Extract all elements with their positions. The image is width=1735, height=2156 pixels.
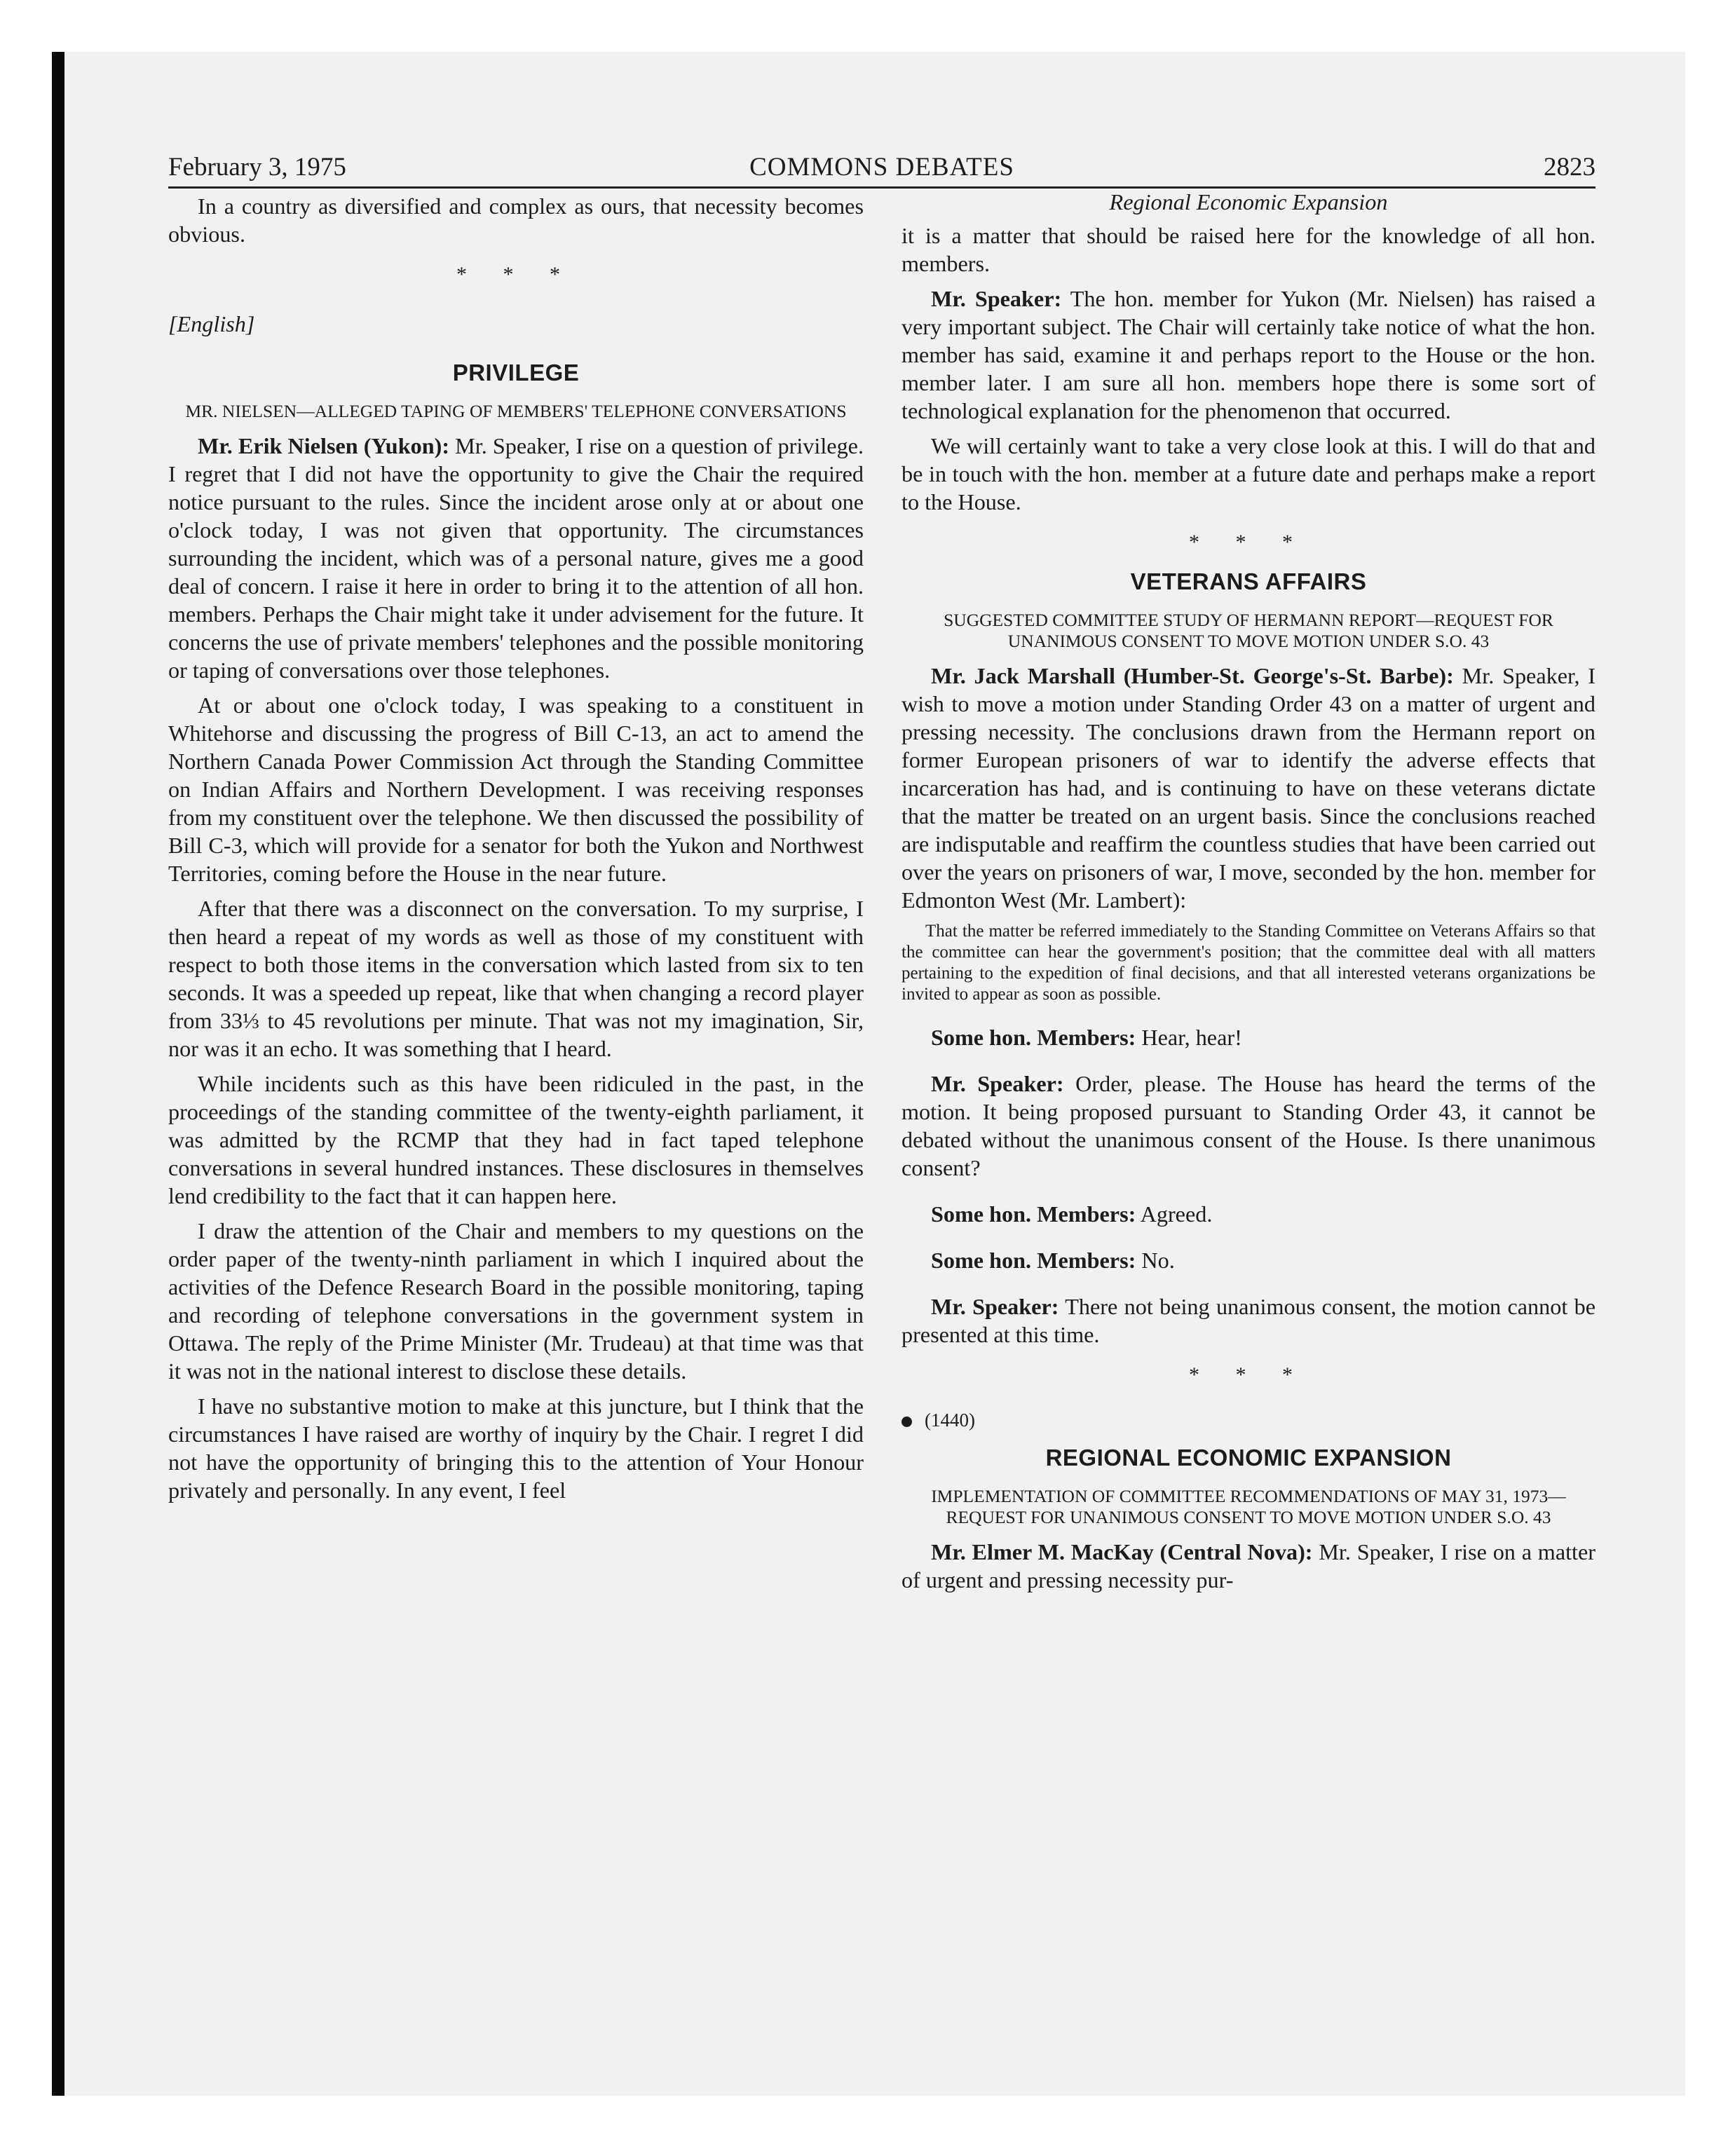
publication-title: COMMONS DEBATES — [749, 153, 1014, 182]
subheading-committee-recommendations: IMPLEMENTATION OF COMMITTEE RECOMMENDATIONS OF MAY 31, 1973—REQUEST FOR UNANIMOUS CONSENT TO MOVE MOTION UNDER S.O. 43 — [931, 1486, 1566, 1527]
motion-text: That the matter be referred immediately to the Standing Committee on Veterans Affairs so that the committee can hear the government's position; that the committee deal with all matters pertaining to the expedition of final decisions, and that all interested veterans organizations be invited to appear as soon as possible. — [901, 922, 1595, 1004]
speaker-name: Some hon. Members: — [931, 1025, 1136, 1050]
speaker-name: Mr. Speaker: — [931, 1294, 1059, 1319]
right-column — [901, 189, 1596, 1594]
speech-paragraph: While incidents such as this have been ridiculed in the past, in the proceedings of the standing committee of the twenty-eighth parliament, it was admitted by the RCMP that they had in fact taped telephone conversations in several hundred instances. These disclosures in themselves lend credibility to the fact that it can happen here. — [168, 1071, 864, 1208]
speech-paragraph — [901, 1246, 1595, 1274]
intro-paragraph: In a country as diversified and complex as ours, that necessity becomes obvious. — [168, 193, 864, 247]
speech-text: Agreed. — [1140, 1201, 1213, 1227]
speech-text: There not being unanimous consent, the motion cannot be presented at this time. — [901, 1294, 1595, 1347]
speech-paragraph — [901, 1200, 1595, 1228]
speaker-name: Some hon. Members: — [931, 1248, 1136, 1273]
section-separator: * * * — [1189, 1363, 1308, 1386]
speech-text: Hear, hear! — [1141, 1025, 1242, 1050]
header-date: February 3, 1975 — [168, 153, 346, 182]
page-number: 2823 — [1544, 153, 1595, 182]
speech-paragraph — [168, 432, 864, 684]
speech-text: Mr. Speaker, I rise on a matter of urgent and pressing necessity pur- — [901, 1539, 1595, 1592]
speech-paragraph: At or about one o'clock today, I was speaking to a constituent in Whitehorse and discussing the progress of Bill C-13, an act to amend the Northern Canada Power Commission Act through the Standing Committee on Indian Affairs and Northern Development. I was receiving responses from my constituent over the telephone. We then discussed the possibility of Bill C-3, which will provide for a senator for both the Yukon and Northwest Territories, coming before the House in the near future. — [168, 692, 864, 886]
speech-text: The hon. member for Yukon (Mr. Nielsen) has raised a very important subject. The Chair will certainly take notice of what the hon. member has said, examine it and perhaps report to the House or the hon. member later. I am sure all hon. members hope there is some sort of technological explanation for the phenomenon that occurred. — [901, 286, 1596, 423]
speech-paragraph: I draw the attention of the Chair and members to my questions on the order paper of the twenty-ninth parliament in which I inquired about the activities of the Defence Research Board in the possible monitoring, taping and recording of telephone conversations in the government system in Ottawa. The reply of the Prime Minister (Mr. Trudeau) at that time was that it was not in the national interest to disclose these details. — [168, 1218, 864, 1384]
section-heading-privilege: PRIVILEGE — [452, 360, 580, 386]
running-head: Regional Economic Expansion — [1109, 189, 1388, 214]
section-heading-veterans-affairs: VETERANS AFFAIRS — [1130, 568, 1367, 594]
speech-paragraph: After that there was a disconnect on the conversation. To my surprise, I then heard a repeat of my words as well as those of my constituent with respect to both those items in the conversation which lasted from six to ten seconds. It was a speeded up repeat, like that when changing a record player from 33⅓ to 45 revolutions per minute. That was not my imagination, Sir, nor was it an echo. It was something that I heard. — [168, 896, 864, 1061]
speaker-name: Mr. Speaker: — [931, 1071, 1064, 1096]
speech-text: Order, please. The House has heard the terms of the motion. It being proposed pursuant to Standing Order 43, it cannot be debated without the unanimous consent of the House. Is there unanimous consent? — [901, 1071, 1595, 1180]
time-text: (1440) — [925, 1410, 975, 1431]
page-header — [168, 144, 1595, 189]
time-marker — [901, 1406, 1595, 1434]
speech-paragraph — [901, 662, 1595, 914]
speech-paragraph — [901, 1538, 1595, 1594]
speech-paragraph — [901, 1292, 1595, 1349]
speech-paragraph — [901, 1070, 1595, 1182]
speaker-name: Some hon. Members: — [931, 1201, 1136, 1227]
section-heading-regional-economic-expansion: REGIONAL ECONOMIC EXPANSION — [1045, 1445, 1452, 1471]
scan-edge-bar — [52, 52, 64, 2096]
subheading-hermann-report: SUGGESTED COMMITTEE STUDY OF HERMANN REPORT—REQUEST FOR UNANIMOUS CONSENT TO MOVE MOTION UNDER S.O. 43 — [944, 610, 1553, 651]
speaker-name: Mr. Erik Nielsen (Yukon): — [198, 433, 450, 458]
subheading-nielsen: MR. NIELSEN—ALLEGED TAPING OF MEMBERS' TELEPHONE CONVERSATIONS — [185, 401, 847, 421]
section-separator: * * * — [456, 263, 576, 286]
speech-text: No. — [1141, 1248, 1175, 1273]
speech-text: Mr. Speaker, I wish to move a motion under Standing Order 43 on a matter of urgent and pressing necessity. The conclusions drawn from the Hermann report on former European prisoners of war to identify the adverse effects that incarceration has had, and is continuing to have on these veterans dictate that the matter be treated on an urgent basis. Since the conclusions reached are indisputable and reaffirm the countless studies that have been carried out over the years on prisoners of war, I move, seconded by the hon. member for Edmonton West (Mr. Lambert): — [901, 663, 1596, 913]
speaker-name: Mr. Jack Marshall (Humber-St. George's-St. Barbe): — [931, 663, 1454, 688]
section-separator: * * * — [1189, 531, 1308, 554]
speaker-name: Mr. Elmer M. MacKay (Central Nova): — [931, 1539, 1313, 1564]
speech-text: Mr. Speaker, I rise on a question of privilege. I regret that I did not have the opportunity to give the Chair the required notice pursuant to the rules. Since the incident arose only at or about one o'clock today, I was not given that opportunity. The circumstances surrounding the incident, which was of a personal nature, gives me a good deal of concern. I raise it here in order to bring it to the attention of all hon. members. Perhaps the Chair might take it under advisement for the future. It concerns the use of private members' telephones and the possible monitoring or taping of conversations over those telephones. — [168, 433, 864, 683]
bullet-icon — [901, 1417, 912, 1427]
speech-paragraph: I have no substantive motion to make at this juncture, but I think that the circumstances I have raised are worthy of inquiry by the Chair. I regret I did not have the opportunity of bringing this to the attention of Your Honour privately and personally. In any event, I feel — [168, 1393, 864, 1503]
language-marker: [English] — [168, 311, 255, 336]
speaker-name: Mr. Speaker: — [931, 286, 1062, 311]
left-column — [168, 192, 864, 1504]
speech-paragraph — [901, 1023, 1595, 1051]
speech-paragraph: We will certainly want to take a very close look at this. I will do that and be in touch with the hon. member at a future date and perhaps make a report to the House. — [901, 433, 1595, 514]
continued-paragraph: it is a matter that should be raised here for the knowledge of all hon. members. — [901, 223, 1595, 276]
speech-paragraph — [901, 285, 1595, 425]
